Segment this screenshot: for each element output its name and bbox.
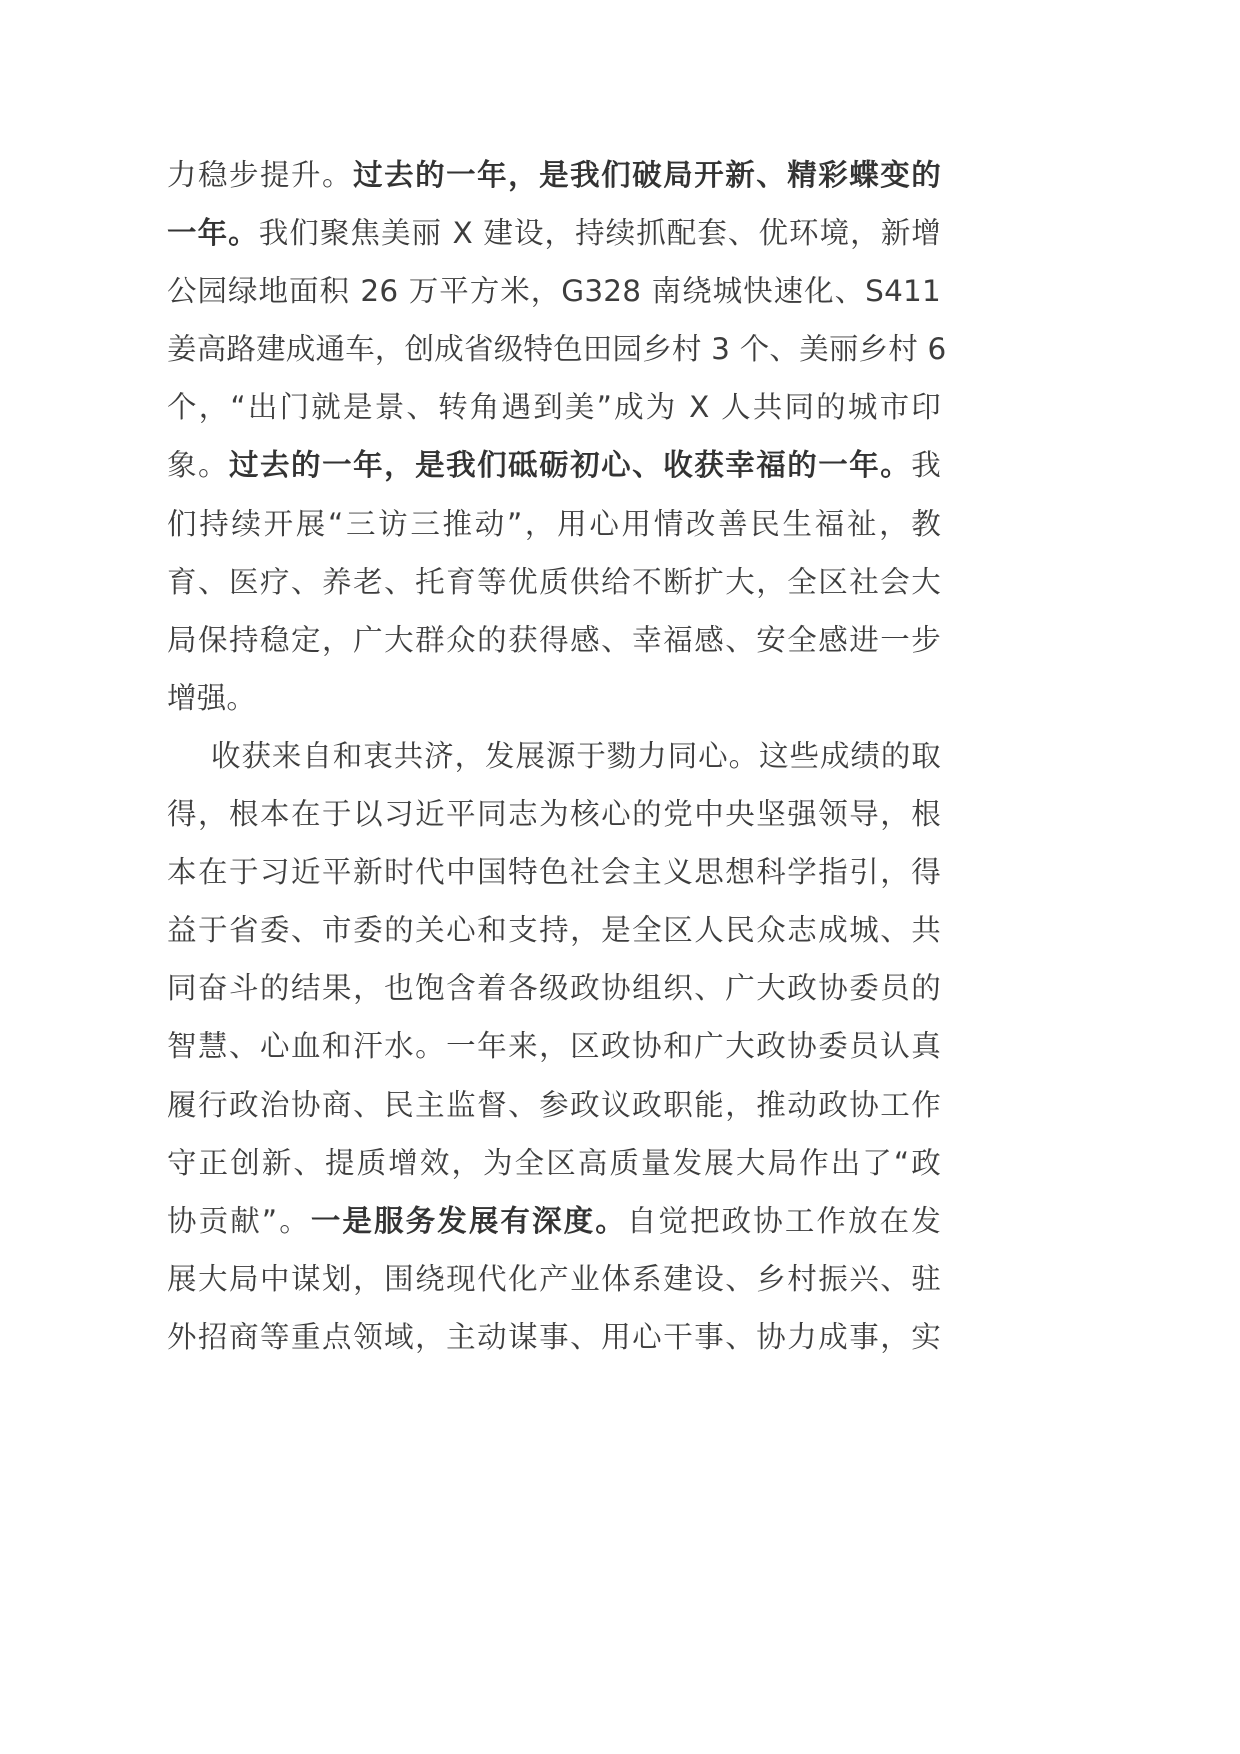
text-run: 我 bbox=[911, 448, 941, 483]
text-run: 育、医疗、养老、托育等优质供给不断扩大，全区社会大 bbox=[167, 564, 941, 599]
text-line bbox=[167, 611, 941, 669]
text-line bbox=[167, 146, 941, 204]
text-run: 姜高路建成通车，创成省级特色田园乡村 3 个、美丽乡村 6 bbox=[167, 332, 947, 367]
text-line bbox=[167, 1017, 941, 1075]
text-run: 守正创新、提质增效，为全区高质量发展大局作出了“政 bbox=[167, 1145, 941, 1180]
text-run: 履行政治协商、民主监督、参政议政职能，推动政协工作 bbox=[167, 1087, 941, 1122]
text-line bbox=[167, 378, 941, 436]
text-run: 自觉把政协工作放在发 bbox=[626, 1203, 941, 1238]
text-line bbox=[167, 436, 941, 494]
text-line bbox=[167, 1192, 941, 1250]
text-line bbox=[167, 1308, 941, 1366]
text-run: 协贡献”。 bbox=[167, 1203, 311, 1238]
text-line bbox=[167, 843, 941, 901]
paragraph-first-line bbox=[167, 727, 941, 785]
text-line bbox=[167, 785, 941, 843]
text-run: 同奋斗的结果，也饱含着各级政协组织、广大政协委员的 bbox=[167, 971, 941, 1006]
text-run: 局保持稳定，广大群众的获得感、幸福感、安全感进一步 bbox=[167, 622, 941, 657]
bold-text-run: 过去的一年，是我们砥砺初心、收获幸福的一年。 bbox=[229, 448, 912, 483]
text-run: 公园绿地面积 26 万平方米，G328 南绕城快速化、S411 bbox=[167, 274, 941, 309]
text-run: 力稳步提升。 bbox=[167, 158, 354, 192]
text-run: 增强。 bbox=[167, 680, 257, 715]
text-line bbox=[167, 1250, 941, 1308]
bold-text-run: 过去的一年，是我们破局开新、精彩蝶变的 bbox=[353, 158, 941, 192]
text-line bbox=[167, 1134, 941, 1192]
text-line bbox=[167, 901, 941, 959]
text-run: 们持续开展“三访三推动”，用心用情改善民生福祉，教 bbox=[167, 506, 941, 541]
bold-text-run: 一是服务发展有深度。 bbox=[310, 1203, 627, 1238]
paragraph-last-line bbox=[167, 669, 941, 727]
text-line bbox=[167, 553, 941, 611]
text-line bbox=[167, 320, 947, 378]
text-run: 象。 bbox=[167, 448, 230, 483]
text-line bbox=[167, 204, 941, 262]
bold-text-run: 一年。 bbox=[167, 216, 259, 251]
text-line bbox=[167, 262, 941, 320]
document-body bbox=[167, 146, 947, 1366]
text-run: 收获来自和衷共济，发展源于勠力同心。这些成绩的取 bbox=[211, 738, 941, 773]
text-run: 本在于习近平新时代中国特色社会主义思想科学指引，得 bbox=[167, 855, 941, 890]
text-run: 展大局中谋划，围绕现代化产业体系建设、乡村振兴、驻 bbox=[167, 1261, 941, 1296]
text-run: 益于省委、市委的关心和支持，是全区人民众志成城、共 bbox=[167, 913, 941, 948]
text-run: 个，“出门就是景、转角遇到美”成为 X 人共同的城市印 bbox=[167, 390, 941, 425]
text-run: 外招商等重点领域，主动谋事、用心干事、协力成事，实 bbox=[167, 1319, 941, 1354]
text-run: 得，根本在于以习近平同志为核心的党中央坚强领导，根 bbox=[167, 797, 941, 832]
text-line bbox=[167, 959, 941, 1017]
text-run: 我们聚焦美丽 X 建设，持续抓配套、优环境，新增 bbox=[258, 216, 941, 251]
text-line bbox=[167, 1076, 941, 1134]
text-line bbox=[167, 495, 941, 553]
text-run: 智慧、心血和汗水。一年来，区政协和广大政协委员认真 bbox=[167, 1029, 941, 1064]
